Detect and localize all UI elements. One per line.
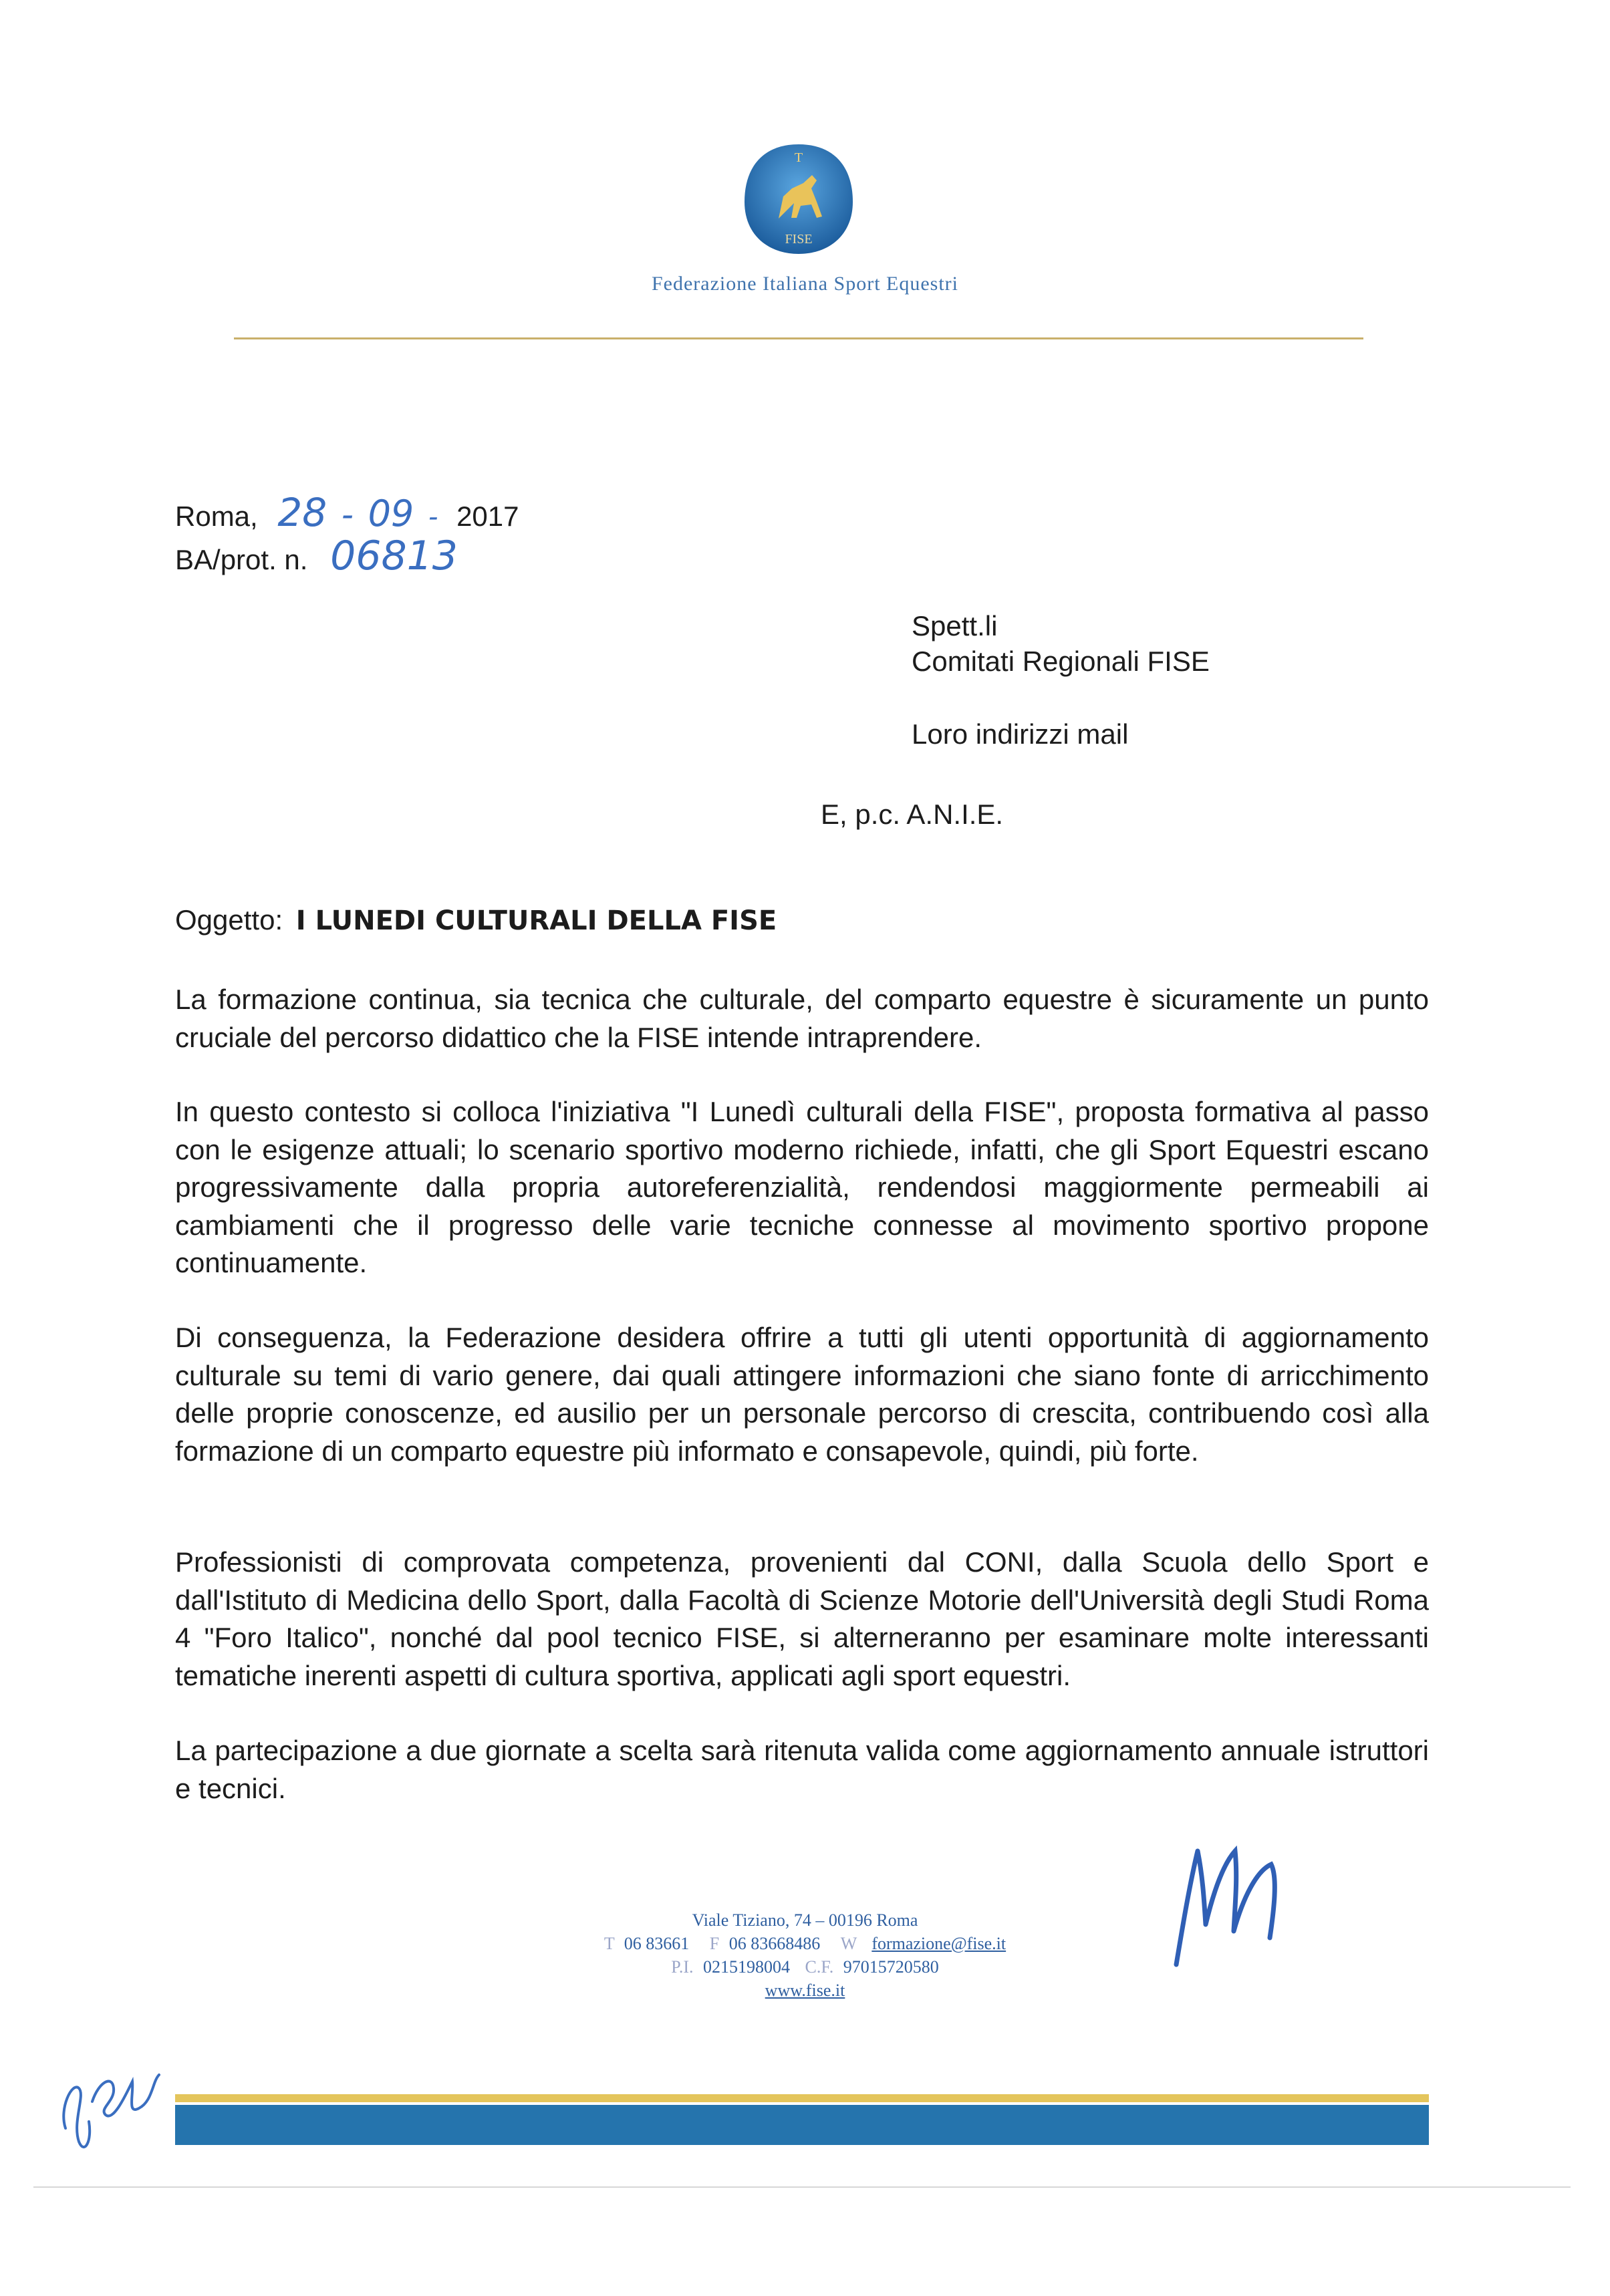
brand-name: Federazione Italiana Sport Equestri xyxy=(651,273,958,295)
phone-label: T xyxy=(603,1934,615,1953)
recipient-address: Loro indirizzi mail xyxy=(912,718,1129,750)
phone-number: 06 83661 xyxy=(624,1934,690,1953)
subject-line xyxy=(175,904,777,936)
paragraph-3: Di conseguenza, la Federazione desidera offrire a tutti gli utenti opportunità di aggiornamento culturale su temi di vario genere, dai quali attingere informazioni che siano fonte di arricchimento delle proprie conoscenze, ed ausilio per un personale percorso di crescita, contribuendo così alla formazione di un comparto equestre più informato e consapevole, quindi, più forte. xyxy=(175,1322,1429,1467)
paragraph-1: La formazione continua, sia tecnica che culturale, del comparto equestre è sicuramente un punto cruciale del percorso didattico che la FISE intende intraprendere. xyxy=(175,984,1429,1053)
fise-logo xyxy=(742,142,855,257)
subject-text: I LUNEDI CULTURALI DELLA FISE xyxy=(295,905,777,936)
footer-blue-band xyxy=(175,2105,1429,2145)
email-link[interactable]: formazione@fise.it xyxy=(871,1934,1007,1953)
footer-address: Viale Tiziano, 74 – 00196 Roma xyxy=(692,1910,918,1930)
date-year: 2017 xyxy=(456,500,519,532)
date-month: 09 xyxy=(368,492,414,535)
paragraph-4: Professionisti di comprovata competenza, provenienti dal CONI, dalla Scuola dello Sport e dall'Istituto di Medicina dello Sport, dalla Facoltà di Scienze Motorie dell'Università degli Studi Roma 4 "Foro Italico", nonché dal pool tecnico FISE, si alterneranno per esaminare molte interessanti tematiche inerenti aspetti di cultura sportiva, applicati agli sport equestri. xyxy=(175,1546,1429,1691)
date-day: 28 xyxy=(277,490,327,535)
recipient-name: Comitati Regionali FISE xyxy=(912,645,1210,677)
footer-contacts xyxy=(0,1932,1610,1955)
fax-number: 06 83668486 xyxy=(728,1934,821,1953)
web-label: W xyxy=(840,1934,857,1953)
date-sep-2: - xyxy=(428,502,438,533)
protocol-label: BA/prot. n. xyxy=(175,544,308,575)
cf-number: 97015720580 xyxy=(843,1957,939,1977)
place-label: Roma, xyxy=(175,500,258,532)
initials xyxy=(52,2041,179,2172)
paragraph-5: La partecipazione a due giornate a scelta sarà ritenuta valida come aggiornamento annuale istruttori e tecnici. xyxy=(175,1735,1429,1804)
date-sep-1: - xyxy=(341,495,354,534)
protocol-number: 06813 xyxy=(330,533,458,579)
website-link[interactable]: www.fise.it xyxy=(765,1981,845,2000)
protocol-line xyxy=(175,533,458,579)
logo-text: FISE xyxy=(785,232,813,247)
fax-label: F xyxy=(709,1934,720,1953)
cc-line: E, p.c. A.N.I.E. xyxy=(821,799,1004,830)
header-divider xyxy=(234,337,1363,339)
recipient-salutation: Spett.li xyxy=(912,610,998,641)
vat-label: P.I. xyxy=(671,1957,694,1977)
cf-label: C.F. xyxy=(805,1957,834,1977)
footer-gold-stripe xyxy=(175,2094,1429,2102)
footer-tax xyxy=(0,1955,1610,1979)
vat-number: 0215198004 xyxy=(703,1957,790,1977)
svg-text:T: T xyxy=(794,150,803,165)
subject-label: Oggetto: xyxy=(175,904,283,936)
paragraph-2: In questo contesto si colloca l'iniziativa "I Lunedì culturali della FISE", proposta formativa al passo con le esigenze attuali; lo scenario sportivo moderno richiede, infatti, che gli Sport Equestri escano progressivamente dalla propria autoreferenzialità, rendendosi maggiormente permeabili ai cambiamenti che il progresso delle varie tecniche connesse al movimento sportivo propone continuamente. xyxy=(175,1096,1429,1278)
date-line xyxy=(175,490,519,535)
page-bottom-line xyxy=(33,2186,1571,2188)
